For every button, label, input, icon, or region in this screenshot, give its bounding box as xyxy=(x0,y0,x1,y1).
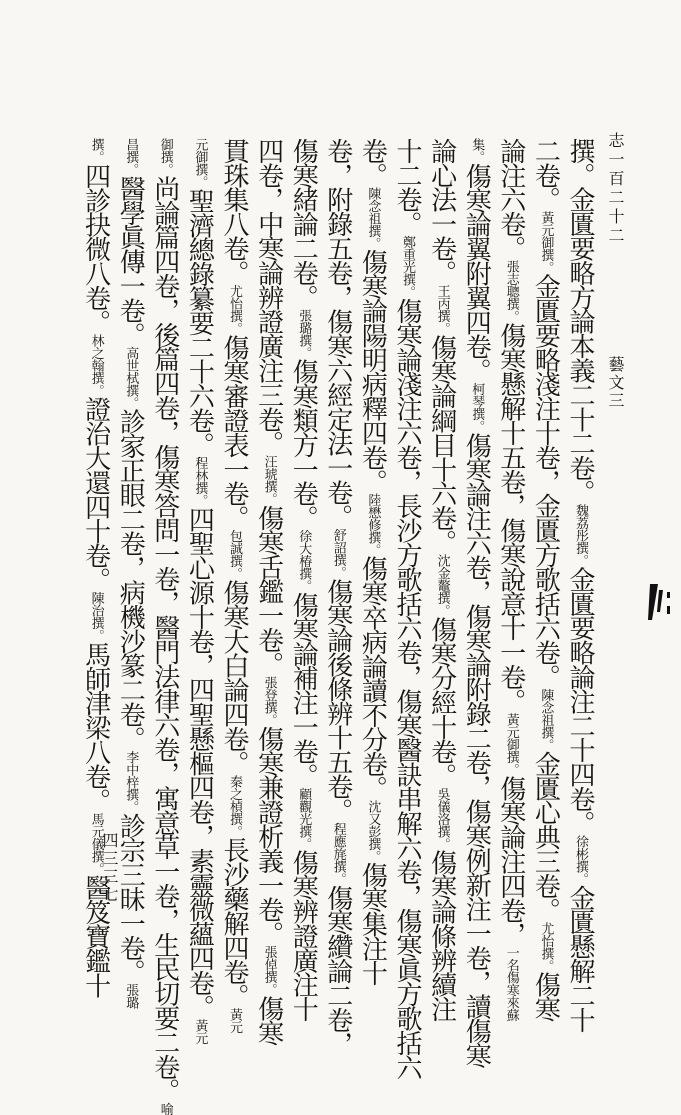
text-column xyxy=(318,138,358,1056)
author-note: 陳念祖撰。 xyxy=(538,688,554,752)
page-number-column xyxy=(94,132,124,932)
book-entry: 卷。 xyxy=(357,138,388,187)
book-entry: 四聖心源十卷，四聖懸樞四卷，素靈微蘊四卷。 xyxy=(184,506,215,1019)
text-column xyxy=(352,138,392,985)
author-note: 集。 xyxy=(469,138,485,163)
text-column xyxy=(491,138,531,1022)
author-note: 李中梓撰。 xyxy=(123,750,139,813)
author-note: 尤怡撰。 xyxy=(538,921,554,972)
book-entry: 傷寒論綱目十六卷。 xyxy=(426,334,457,555)
book-entry: 傷寒類方一卷。 xyxy=(288,358,319,530)
author-note: 元御撰。 xyxy=(192,138,208,188)
author-note: 陳治撰。 xyxy=(88,591,104,642)
author-note: 顧觀光撰。 xyxy=(296,787,312,850)
book-entry: 傷寒懸解十五卷，傷寒說意十一卷。 xyxy=(495,322,526,713)
book-entry: 金匱要略淺注十卷，金匱方歌括六卷。 xyxy=(530,273,561,689)
book-entry: 傷寒論補注一卷。 xyxy=(288,592,319,788)
author-note: 高世栻撰。 xyxy=(123,346,139,409)
author-note: 鄭重光撰。 xyxy=(400,235,415,299)
book-entry: 傷寒兼證析義一卷。 xyxy=(253,726,284,946)
book-entry: 金匱懸解二十 xyxy=(565,884,595,1032)
author-note: 喻 xyxy=(157,1102,173,1115)
book-entry: 四卷，中寒論辨證廣注三卷。 xyxy=(253,138,284,456)
book-entry: 撰。金匱要略方論本義二十二卷。 xyxy=(565,138,595,505)
book-entry: 二卷。 xyxy=(530,138,561,212)
author-note: 汪琥撰。 xyxy=(261,455,277,506)
author-note: 舒詔撰。 xyxy=(330,528,346,579)
author-note: 黃元 xyxy=(227,1008,242,1034)
book-entry: 診家正眼二卷，病機沙篆二卷。 xyxy=(115,408,146,751)
author-note: 張志聰撰。 xyxy=(503,260,519,323)
author-note: 黃元御撰。 xyxy=(503,712,519,776)
book-entry: 四診抉微八卷。 xyxy=(80,163,111,334)
author-note: 魏荔彤撰。 xyxy=(573,504,588,567)
author-note: 徐大椿撰。 xyxy=(296,529,312,593)
book-entry: 傷寒論陽明病釋四卷。 xyxy=(357,249,388,494)
author-note: 尤怡撰。 xyxy=(227,284,242,335)
book-entry: 聖濟總錄纂要二十六卷。 xyxy=(184,188,215,457)
book-entry: 醫學眞傳一卷。 xyxy=(115,175,146,347)
author-note: 昌撰。 xyxy=(123,138,139,176)
book-entry: 論心法一卷。 xyxy=(426,138,457,285)
book-entry: 醫笈寶鑑十 xyxy=(80,874,111,997)
book-entry: 十二卷。 xyxy=(392,138,422,236)
author-note: 包誠撰。 xyxy=(227,529,242,580)
folio: 志一百二十二 xyxy=(606,132,625,246)
book-entry: 傷寒纘論二卷， xyxy=(322,884,353,1056)
author-note: 御撰。 xyxy=(157,138,173,176)
text-column xyxy=(283,138,323,1021)
book-entry: 傷寒緒論二卷。 xyxy=(288,138,319,309)
book-entry: 傷寒舌鑑一卷。 xyxy=(253,505,284,677)
text-column xyxy=(387,138,427,1079)
book-entry: 傷寒論翼附翼四卷。 xyxy=(461,163,492,383)
running-head xyxy=(600,132,630,932)
book-entry: 證治大還四十卷。 xyxy=(80,396,111,592)
author-note: 黃元御撰。 xyxy=(538,211,554,274)
book-entry: 傷寒論注六卷，傷寒論附錄二卷，傷寒例新注一卷，讀傷寒 xyxy=(461,432,492,1068)
author-note: 程應旄撰。 xyxy=(330,822,346,885)
book-entry: 傷寒 xyxy=(530,971,561,1021)
author-note: 林之翰撰。 xyxy=(88,333,104,397)
author-note: 程林撰。 xyxy=(192,456,208,507)
book-entry: 傷寒論淺注六卷，長沙方歌括六卷，傷寒醫訣串解六卷，傷寒眞方歌括六 xyxy=(392,298,422,1079)
book-entry: 傷寒大白論四卷。 xyxy=(219,579,249,775)
author-note: 陸懋修撰。 xyxy=(365,493,381,556)
book-entry: 金匱心典三卷。 xyxy=(530,751,561,922)
author-note: 張璐 xyxy=(123,983,139,1009)
book-entry: 尚論篇四卷，後篇四卷，傷寒答問一卷，醫門法律六卷，寓意草一卷，生民切要二卷。 xyxy=(149,175,180,1103)
author-note: 吳儀洛撰。 xyxy=(434,787,450,850)
book-entry: 傷寒 xyxy=(253,995,284,1045)
text-column xyxy=(145,138,185,1115)
book-entry: 傷寒論條辨續注 xyxy=(426,849,457,1021)
book-entry: 馬師津梁八卷。 xyxy=(80,641,111,813)
book-entry: 論注六卷。 xyxy=(495,138,526,261)
section-title: 藝文三 xyxy=(606,356,625,410)
book-entry: 傷寒集注十 xyxy=(357,862,388,985)
author-note: 張倬撰。 xyxy=(261,945,277,996)
author-note: 張璐撰。 xyxy=(296,308,312,359)
page-number: 四三三七 xyxy=(100,832,119,904)
text-column xyxy=(249,138,289,1045)
edge-tab-mark xyxy=(648,582,672,622)
text-column xyxy=(560,138,600,1032)
book-entry: 卷，附錄五卷，傷寒六經定法一卷。 xyxy=(322,138,353,529)
text-column xyxy=(214,138,254,1034)
author-note: 王丙撰。 xyxy=(434,284,450,335)
text-column xyxy=(456,138,496,1068)
text-column xyxy=(525,138,565,1021)
author-note: 秦之楨撰。 xyxy=(227,774,242,838)
author-note: 陳念祖撰。 xyxy=(365,186,381,250)
author-note: 沈金鼇撰。 xyxy=(434,554,450,617)
author-note: 一名傷寒來蘇 xyxy=(503,946,519,1022)
book-entry: 傷寒論後條辨十五卷。 xyxy=(322,578,353,823)
book-entry: 傷寒分經十卷。 xyxy=(426,616,457,788)
author-note: 張登撰。 xyxy=(261,676,277,727)
text-column xyxy=(422,138,462,1021)
book-entry: 長沙藥解四卷。 xyxy=(219,837,249,1009)
book-entry: 傷寒辨證廣注十 xyxy=(288,849,319,1021)
author-note: 徐彬撰。 xyxy=(573,834,588,885)
book-entry: 傷寒卒病論讀不分卷。 xyxy=(357,555,388,800)
book-entry: 傷寒審證表一卷。 xyxy=(219,334,249,530)
author-note: 黃元 xyxy=(192,1018,208,1044)
text-column xyxy=(179,138,219,1044)
book-entry: 貫珠集八卷。 xyxy=(219,138,249,285)
book-entry: 診宗三昧一卷。 xyxy=(115,812,146,984)
author-note: 沈又彭撰。 xyxy=(365,799,381,863)
author-note: 馬元儀撰。 xyxy=(88,812,104,875)
book-entry: 傷寒論注四卷， xyxy=(495,775,526,947)
author-note: 撰。 xyxy=(88,138,104,163)
book-entry: 金匱要略論注二十四卷。 xyxy=(565,566,595,835)
author-note: 柯琴撰。 xyxy=(469,382,485,433)
